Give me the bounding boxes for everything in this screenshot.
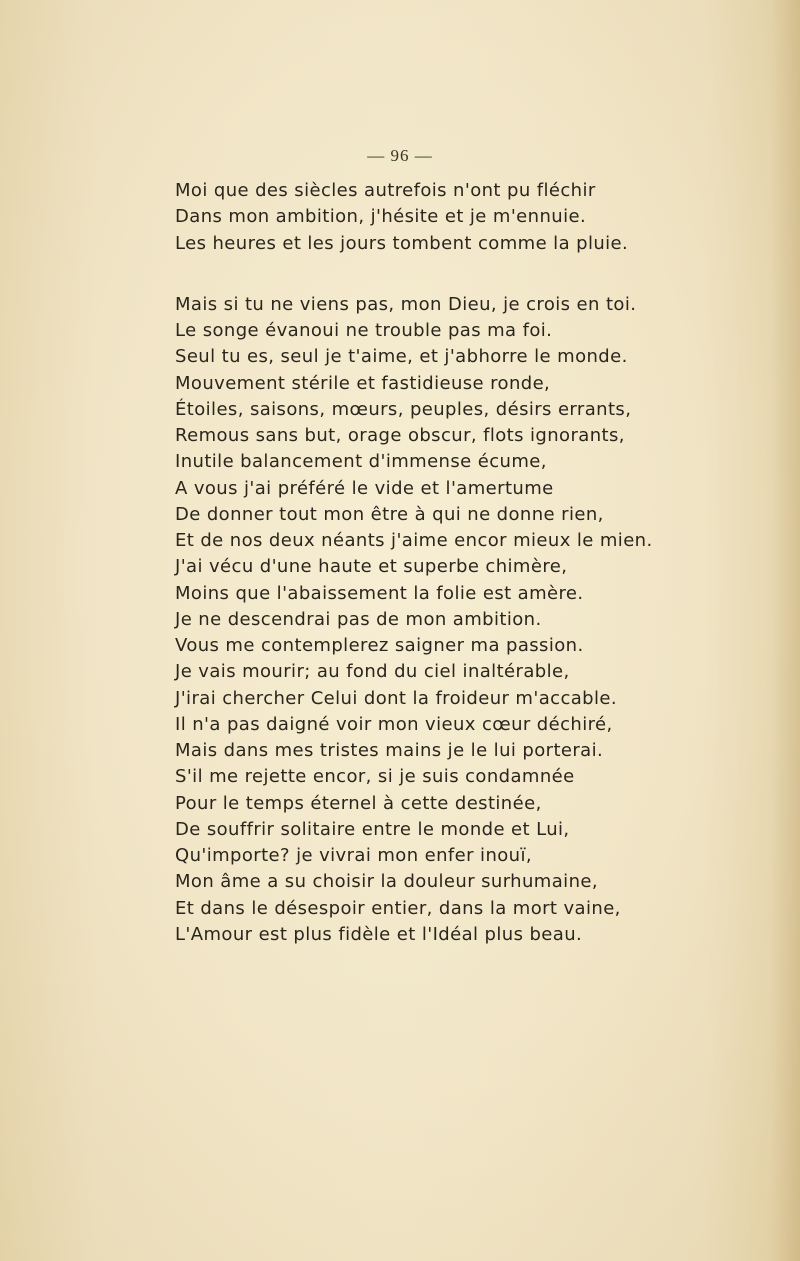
verse-line: Mon âme a su choisir la douleur surhumaine,	[175, 871, 598, 893]
verse-line: Et de nos deux néants j'aime encor mieux le mien.	[175, 530, 653, 551]
verse-line: Les heures et les jours tombent comme la pluie.	[175, 232, 629, 254]
verse-line: Moi que des siècles autrefois n'ont pu fléchir	[175, 180, 596, 201]
verse-line: Vous me contemplerez saigner ma passion.	[175, 635, 584, 656]
verse-line: Inutile balancement d'immense écume,	[175, 451, 547, 473]
stanza-1	[175, 178, 653, 257]
verse-line: Moins que l'abaissement la folie est amère.	[175, 582, 584, 604]
verse-line: Seul tu es, seul je t'aime, et j'abhorre le monde.	[175, 346, 628, 368]
verse-line: Je ne descendrai pas de mon ambition.	[175, 608, 542, 630]
stanza-2	[175, 292, 653, 948]
page-number: — 96 —	[367, 146, 433, 165]
verse-line: Mais dans mes tristes mains je le lui porterai.	[175, 740, 604, 761]
verse-line: Je vais mourir; au fond du ciel inaltérable,	[175, 661, 570, 683]
verse-line: Il n'a pas daigné voir mon vieux cœur déchiré,	[175, 713, 613, 735]
verse-line: De souffrir solitaire entre le monde et Lui,	[175, 818, 570, 840]
verse-line: A vous j'ai préféré le vide et l'amertume	[175, 477, 554, 499]
verse-line: Le songe évanoui ne trouble pas ma foi.	[175, 320, 553, 341]
verse-line: J'irai chercher Celui dont la froideur m'accable.	[175, 687, 617, 709]
verse-line: Étoiles, saisons, mœurs, peuples, désirs errants,	[175, 398, 632, 420]
verse-line: Et dans le désespoir entier, dans la mort vaine,	[175, 897, 621, 919]
verse-line: Mouvement stérile et fastidieuse ronde,	[175, 372, 551, 394]
poem	[175, 178, 653, 948]
verse-line: De donner tout mon être à qui ne donne rien,	[175, 503, 604, 525]
verse-line: S'il me rejette encor, si je suis condamnée	[175, 766, 575, 788]
stanza-break	[175, 257, 653, 292]
verse-line: L'Amour est plus fidèle et l'Idéal plus beau.	[175, 923, 583, 945]
verse-line: Qu'importe? je vivrai mon enfer inouï,	[175, 845, 533, 866]
verse-line: J'ai vécu d'une haute et superbe chimère,	[175, 556, 568, 578]
verse-line: Mais si tu ne viens pas, mon Dieu, je crois en toi.	[175, 293, 637, 315]
verse-line: Remous sans but, orage obscur, flots ignorants,	[175, 425, 625, 446]
verse-line: Dans mon ambition, j'hésite et je m'ennuie.	[175, 206, 587, 228]
verse-line: Pour le temps éternel à cette destinée,	[175, 792, 542, 814]
